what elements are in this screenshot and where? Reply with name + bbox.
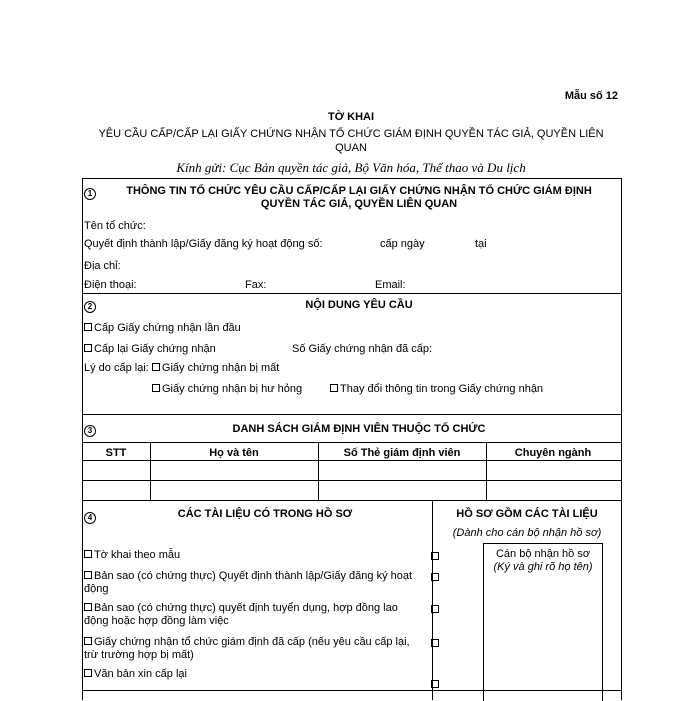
org-name-field[interactable]: Tên tổ chức: (84, 220, 146, 232)
form-subtitle-line2: QUAN (335, 142, 367, 154)
form-number: Mẫu số 12 (564, 90, 618, 102)
reason-row (84, 362, 279, 374)
section-4-split-rule (432, 500, 433, 700)
table-rule (82, 460, 621, 461)
checkbox-icon[interactable] (84, 571, 92, 579)
section-3-title: DANH SÁCH GIÁM ĐỊNH VIÊN THUỘC TỔ CHỨC (232, 423, 486, 435)
checkbox-icon[interactable] (84, 637, 92, 645)
doc-item-continuation: trừ trường hợp bị mất) (84, 649, 194, 661)
received-docs-note: (Dành cho cán bộ nhận hồ sơ) (452, 527, 602, 539)
form-title: TỜ KHAI (327, 111, 375, 123)
table-rule (82, 442, 621, 443)
issue-place-field[interactable]: tại (475, 238, 487, 250)
column-header-specialty: Chuyên ngành (514, 447, 592, 459)
received-checkbox-2[interactable] (431, 572, 441, 584)
doc-item-label: Bản sao (có chứng thực) quyết định tuyển dụng, hợp đồng lao (94, 602, 398, 614)
damaged-label: Giấy chứng nhận bị hư hỏng (162, 383, 303, 395)
received-checkbox-1[interactable] (431, 551, 441, 563)
section-divider (82, 690, 621, 691)
doc-item-label: Giấy chứng nhận tổ chức giám định đã cấp (nếu yêu cầu cấp lại, (94, 636, 410, 648)
reason-label: Lý do cấp lại: (84, 362, 149, 374)
received-checkbox-4[interactable] (431, 638, 441, 650)
decision-number-field[interactable]: Quyết định thành lập/Giấy đăng ký hoạt động số: (84, 238, 323, 250)
table-rule (82, 480, 621, 481)
officer-label: Cán bộ nhận hồ sơ (495, 548, 591, 560)
section-1-number-icon: 1 (84, 188, 96, 200)
section-1-title-line1: THÔNG TIN TỔ CHỨC YÊU CẦU CẤP/CẤP LẠI GIẤY CHỨNG NHẬN TỔ CHỨC GIÁM ĐỊNH (126, 185, 592, 197)
changed-label: Thay đổi thông tin trong Giấy chứng nhận (340, 383, 544, 395)
issue-date-field[interactable]: cấp ngày (380, 238, 425, 250)
section-3-number-icon: 3 (84, 425, 96, 437)
column-header-name: Họ và tên (209, 447, 259, 459)
section-divider (82, 500, 621, 501)
received-checkbox-3[interactable] (431, 604, 441, 616)
checkbox-icon[interactable] (152, 363, 160, 371)
phone-field[interactable]: Điện thoại: (84, 279, 137, 291)
damaged-option[interactable] (152, 383, 302, 395)
checkbox-icon[interactable] (84, 323, 92, 331)
email-field[interactable]: Email: (375, 279, 406, 291)
doc-item-decision-copy[interactable] (84, 570, 412, 582)
checkbox-icon[interactable] (330, 384, 338, 392)
table-column-rule (318, 442, 319, 500)
checkbox-icon[interactable] (84, 669, 92, 677)
lost-label: Giấy chứng nhận bị mất (161, 362, 280, 374)
doc-item-label: Bản sao (có chứng thực) Quyết định thành lập/Giấy đăng ký hoạt (94, 570, 413, 582)
table-column-rule (150, 442, 151, 500)
section-divider (82, 293, 621, 294)
recipient-line: Kính gửi: Cục Bản quyền tác giả, Bộ Văn hóa, Thể thao và Du lịch (176, 160, 526, 175)
section-4-number-icon: 4 (84, 512, 96, 524)
changed-option[interactable] (330, 383, 543, 395)
column-header-card-number: Số Thẻ giám định viên (343, 447, 461, 459)
doc-item-continuation: động hoặc hợp đồng làm việc (84, 615, 229, 627)
table-column-rule (486, 442, 487, 500)
section-4-title: CÁC TÀI LIỆU CÓ TRONG HỒ SƠ (177, 508, 353, 520)
officer-note: (Ký và ghi rõ họ tên) (493, 561, 593, 573)
cert-number-field[interactable]: Số Giấy chứng nhận đã cấp: (292, 343, 433, 355)
doc-item-contract-copy[interactable] (84, 602, 398, 614)
doc-item-label: Tờ khai theo mẫu (94, 549, 181, 561)
doc-item-certificate[interactable] (84, 636, 410, 648)
checkbox-icon[interactable] (84, 344, 92, 352)
address-field[interactable]: Địa chỉ: (84, 260, 121, 272)
checkbox-icon[interactable] (84, 550, 92, 558)
column-header-stt: STT (105, 447, 127, 459)
doc-item-declaration[interactable] (84, 549, 180, 561)
section-2-number-icon: 2 (84, 301, 96, 313)
doc-item-label: Văn bản xin cấp lại (94, 668, 187, 680)
doc-item-reissue-letter[interactable] (84, 668, 187, 680)
checkbox-icon[interactable] (84, 603, 92, 611)
reissue-label: Cấp lại Giấy chứng nhận (94, 343, 216, 355)
first-issue-label: Cấp Giấy chứng nhận lần đầu (94, 322, 241, 334)
checkbox-icon[interactable] (152, 384, 160, 392)
form-subtitle-line1: YÊU CẦU CẤP/CẤP LẠI GIẤY CHỨNG NHẬN TỔ CHỨC GIÁM ĐỊNH QUYỀN TÁC GIẢ, QUYỀN LIÊN (98, 128, 604, 140)
first-issue-option[interactable] (84, 322, 241, 334)
frame-top-border (82, 178, 621, 179)
fax-field[interactable]: Fax: (245, 279, 267, 291)
reissue-option[interactable] (84, 343, 216, 355)
section-2-title: NỘI DUNG YÊU CẦU (305, 299, 413, 311)
section-1-title-line2: QUYỀN TÁC GIẢ, QUYỀN LIÊN QUAN (260, 198, 458, 210)
received-docs-title: HỒ SƠ GỒM CÁC TÀI LIỆU (456, 508, 598, 520)
section-divider (82, 414, 621, 415)
doc-item-continuation: động (84, 583, 109, 595)
